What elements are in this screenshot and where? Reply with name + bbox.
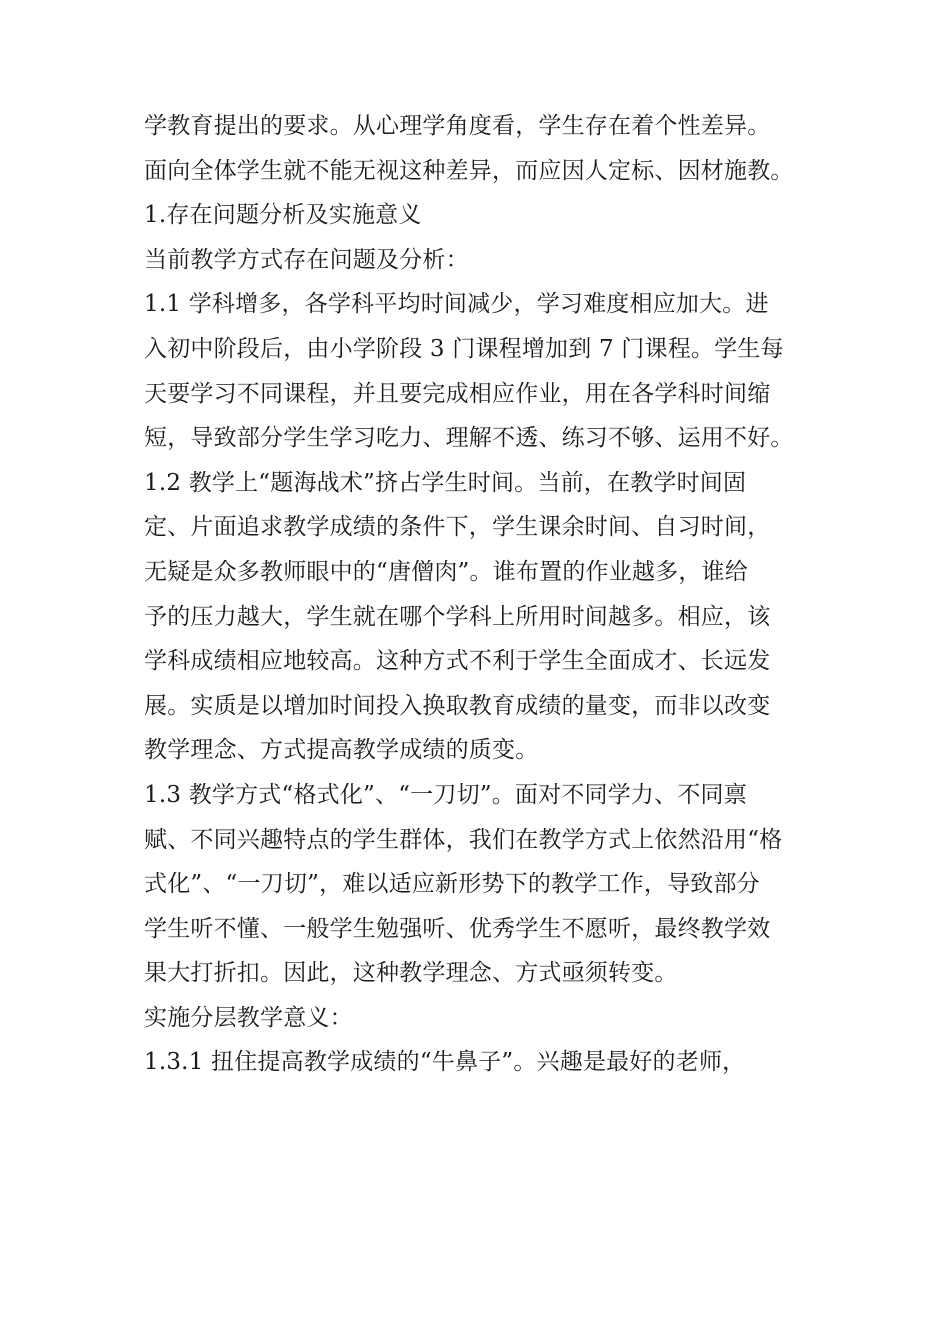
text-line: 赋、不同兴趣特点的学生群体，我们在教学方式上依然沿用“格: [144, 826, 783, 853]
text-line: 定、片面追求教学成绩的条件下，学生课余时间、自习时间，: [144, 514, 771, 541]
text-line: 无疑是众多教师眼中的“唐僧肉”。谁布置的作业越多，谁给: [144, 558, 748, 585]
text-line: 1.2 教学上“题海战术”挤占学生时间。当前，在教学时间固: [144, 469, 747, 496]
text-line: 1.3 教学方式“格式化”、“一刀切”。面对不同学力、不同禀: [144, 781, 747, 808]
text-line: 学科成绩相应地较高。这种方式不利于学生全面成才、长远发: [144, 648, 771, 675]
text-line: 式化”、“一刀切”，难以适应新形势下的教学工作，导致部分: [144, 871, 760, 898]
subsection-label: 实施分层教学意义：: [144, 1004, 353, 1031]
section-heading: 1.存在问题分析及实施意义: [144, 202, 422, 229]
text-line: 予的压力越大，学生就在哪个学科上所用时间越多。相应，该: [144, 603, 771, 630]
text-line: 1.1 学科增多，各学科平均时间减少，学习难度相应加大。进: [144, 291, 769, 318]
text-line: 短，导致部分学生学习吃力、理解不透、练习不够、运用不好。: [144, 425, 794, 452]
text-line: 展。实质是以增加时间投入换取教育成绩的量变，而非以改变: [144, 692, 771, 719]
text-line: 果大打折扣。因此，这种教学理念、方式亟须转变。: [144, 960, 678, 987]
text-line: 天要学习不同课程，并且要完成相应作业，用在各学科时间缩: [144, 380, 771, 407]
text-line: 1.3.1 扭住提高教学成绩的“牛鼻子”。兴趣是最好的老师，: [144, 1049, 746, 1076]
text-line: 面向全体学生就不能无视这种差异，而应因人定标、因材施教。: [144, 157, 794, 184]
text-line: 学教育提出的要求。从心理学角度看，学生存在着个性差异。: [144, 113, 771, 139]
subsection-label: 当前教学方式存在问题及分析：: [144, 246, 469, 273]
text-line: 学生听不懂、一般学生勉强听、优秀学生不愿听，最终教学效: [144, 915, 771, 942]
text-line: 教学理念、方式提高教学成绩的质变。: [144, 737, 539, 764]
text-line: 入初中阶段后，由小学阶段 3 门课程增加到 7 门课程。学生每: [144, 335, 784, 362]
document-body: [144, 104, 804, 1085]
